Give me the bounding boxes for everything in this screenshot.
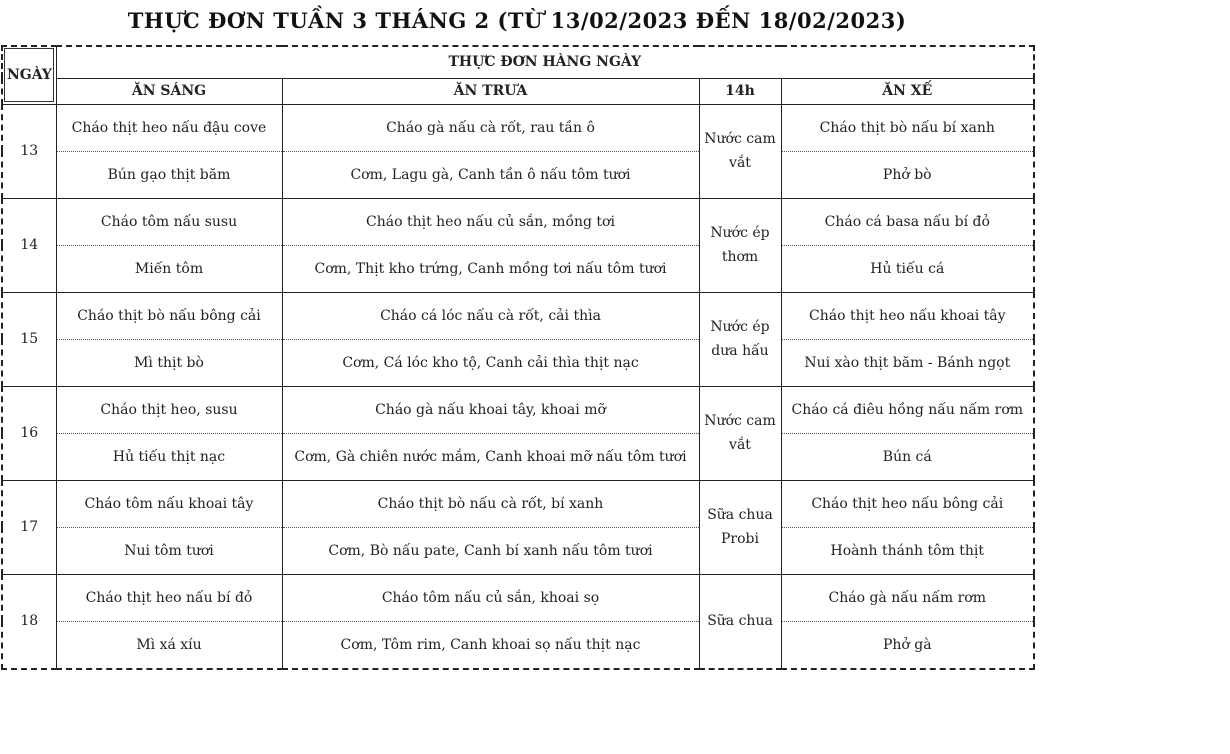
snack-cell[interactable]: Phở gà [781, 621, 1034, 669]
breakfast-cell[interactable]: Cháo thịt bò nấu bông cải [56, 292, 282, 339]
breakfast-cell[interactable]: Mì xá xíu [56, 621, 282, 669]
drink-cell[interactable]: Sữa chua [699, 574, 781, 669]
lunch-cell[interactable]: Cháo cá lóc nấu cà rốt, cải thìa [282, 292, 699, 339]
breakfast-cell[interactable]: Cháo tôm nấu susu [56, 198, 282, 245]
snack-cell[interactable]: Phở bò [781, 151, 1034, 198]
day-cell[interactable]: 15 [2, 292, 56, 386]
lunch-cell[interactable]: Cơm, Bò nấu pate, Canh bí xanh nấu tôm tươi [282, 527, 699, 574]
snack-cell[interactable]: Cháo cá điêu hồng nấu nấm rơm [781, 386, 1034, 433]
table-row [2, 574, 1034, 621]
lunch-cell[interactable]: Cháo thịt heo nấu củ sắn, mồng tơi [282, 198, 699, 245]
table-row [2, 292, 1034, 339]
snack-cell[interactable]: Cháo cá basa nấu bí đỏ [781, 198, 1034, 245]
breakfast-cell[interactable]: Nui tôm tươi [56, 527, 282, 574]
header-an-sang[interactable]: ĂN SÁNG [56, 78, 282, 104]
table-row [2, 480, 1034, 527]
table-row [2, 151, 1034, 198]
breakfast-cell[interactable]: Hủ tiếu thịt nạc [56, 433, 282, 480]
lunch-cell[interactable]: Cơm, Tôm rim, Canh khoai sọ nấu thịt nạc [282, 621, 699, 669]
breakfast-cell[interactable]: Miến tôm [56, 245, 282, 292]
drink-cell[interactable]: Sữa chua Probi [699, 480, 781, 574]
lunch-cell[interactable]: Cơm, Gà chiên nước mắm, Canh khoai mỡ nấu tôm tươi [282, 433, 699, 480]
breakfast-cell[interactable]: Cháo thịt heo, susu [56, 386, 282, 433]
table-row [2, 245, 1034, 292]
day-cell[interactable]: 13 [2, 104, 56, 198]
table-row [2, 621, 1034, 669]
snack-cell[interactable]: Cháo thịt heo nấu khoai tây [781, 292, 1034, 339]
snack-cell[interactable]: Hoành thánh tôm thịt [781, 527, 1034, 574]
day-cell[interactable]: 14 [2, 198, 56, 292]
header-14h[interactable]: 14h [699, 78, 781, 104]
snack-cell[interactable]: Cháo thịt heo nấu bông cải [781, 480, 1034, 527]
drink-cell[interactable]: Nước ép thơm [699, 198, 781, 292]
lunch-cell[interactable]: Cháo thịt bò nấu cà rốt, bí xanh [282, 480, 699, 527]
snack-cell[interactable]: Hủ tiếu cá [781, 245, 1034, 292]
drink-cell[interactable]: Nước ép dưa hấu [699, 292, 781, 386]
breakfast-cell[interactable]: Cháo thịt heo nấu bí đỏ [56, 574, 282, 621]
drink-cell[interactable]: Nước cam vắt [699, 386, 781, 480]
header-thuc-don[interactable]: THỰC ĐƠN HÀNG NGÀY [56, 46, 1034, 78]
breakfast-cell[interactable]: Cháo thịt heo nấu đậu cove [56, 104, 282, 151]
table-row [2, 527, 1034, 574]
lunch-cell[interactable]: Cháo gà nấu cà rốt, rau tần ô [282, 104, 699, 151]
table-row [2, 386, 1034, 433]
breakfast-cell[interactable]: Mì thịt bò [56, 339, 282, 386]
lunch-cell[interactable]: Cháo tôm nấu củ sắn, khoai sọ [282, 574, 699, 621]
snack-cell[interactable]: Cháo thịt bò nấu bí xanh [781, 104, 1034, 151]
breakfast-cell[interactable]: Cháo tôm nấu khoai tây [56, 480, 282, 527]
header-an-xe[interactable]: ĂN XẾ [781, 78, 1034, 104]
snack-cell[interactable]: Bún cá [781, 433, 1034, 480]
breakfast-cell[interactable]: Bún gạo thịt băm [56, 151, 282, 198]
lunch-cell[interactable]: Cơm, Cá lóc kho tộ, Canh cải thìa thịt nạc [282, 339, 699, 386]
snack-cell[interactable]: Nui xào thịt băm - Bánh ngọt [781, 339, 1034, 386]
drink-cell[interactable]: Nước cam vắt [699, 104, 781, 198]
day-cell[interactable]: 18 [2, 574, 56, 669]
lunch-cell[interactable]: Cháo gà nấu khoai tây, khoai mỡ [282, 386, 699, 433]
header-ngay[interactable]: NGÀY [2, 46, 56, 104]
header-an-trua[interactable]: ĂN TRƯA [282, 78, 699, 104]
table-row [2, 198, 1034, 245]
lunch-cell[interactable]: Cơm, Thịt kho trứng, Canh mồng tơi nấu tôm tươi [282, 245, 699, 292]
page-title: THỰC ĐƠN TUẦN 3 THÁNG 2 (TỪ 13/02/2023 ĐẾN 18/02/2023) [127, 8, 907, 33]
day-cell[interactable]: 16 [2, 386, 56, 480]
table-row [2, 433, 1034, 480]
menu-table [1, 45, 1035, 670]
day-cell[interactable]: 17 [2, 480, 56, 574]
snack-cell[interactable]: Cháo gà nấu nấm rơm [781, 574, 1034, 621]
table-row [2, 104, 1034, 151]
table-row [2, 339, 1034, 386]
lunch-cell[interactable]: Cơm, Lagu gà, Canh tần ô nấu tôm tươi [282, 151, 699, 198]
